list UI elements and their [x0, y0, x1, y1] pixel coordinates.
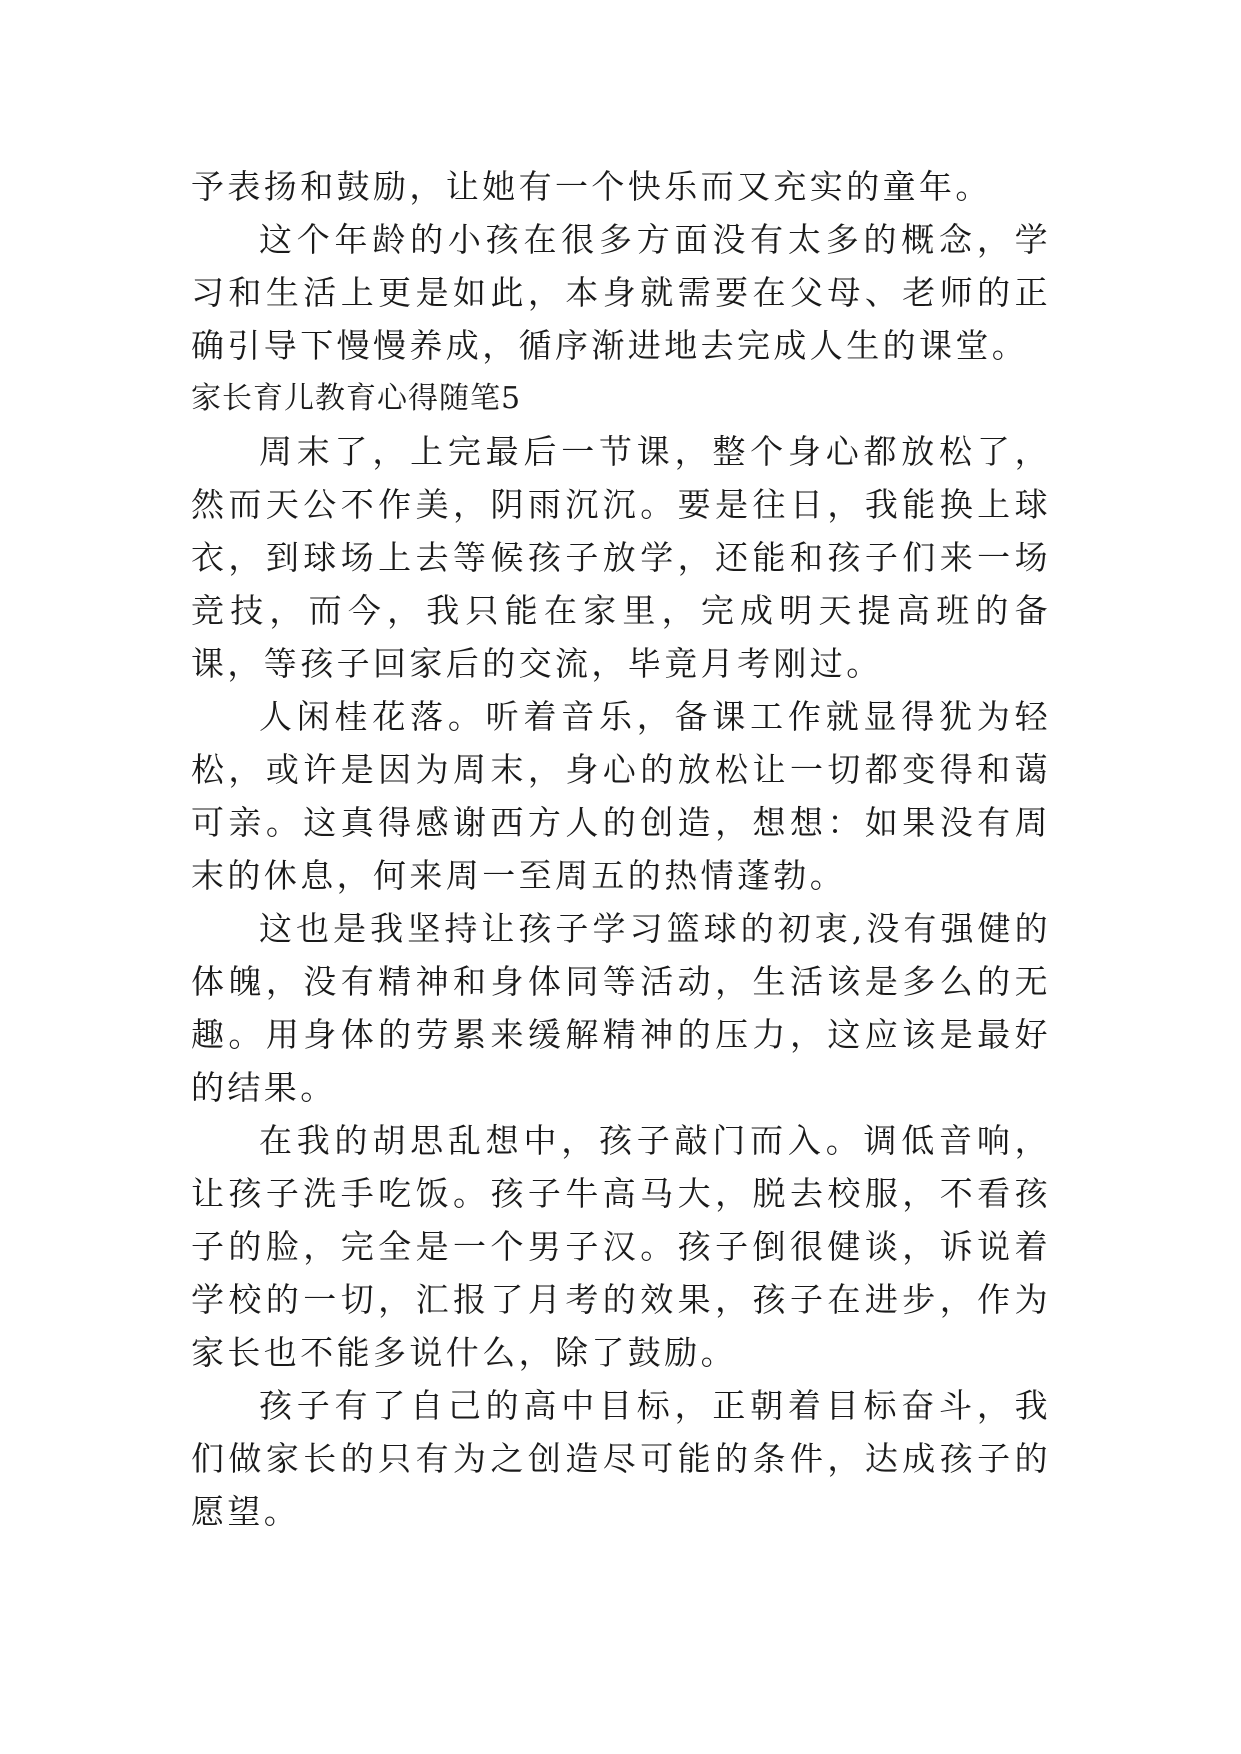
paragraph: 这也是我坚持让孩子学习篮球的初衷,没有强健的体魄，没有精神和身体同等活动，生活该是多么的无趣。用身体的劳累来缓解精神的压力，这应该是最好的结果。	[191, 909, 1051, 1107]
lead-paragraph: 予表扬和鼓励，让她有一个快乐而又充实的童年。	[191, 167, 992, 206]
paragraph: 周末了，上完最后一节课，整个身心都放松了，然而天公不作美，阴雨沉沉。要是往日，我能换上球衣，到球场上去等候孩子放学，还能和孩子们来一场竞技，而今，我只能在家里，完成明天提高班的备课，等孩子回家后的交流，毕竟月考刚过。	[191, 432, 1051, 683]
paragraph: 人闲桂花落。听着音乐，备课工作就显得犹为轻松，或许是因为周末，身心的放松让一切都变得和蔼可亲。这真得感谢西方人的创造，想想：如果没有周末的休息，何来周一至周五的热情蓬勃。	[191, 697, 1051, 895]
paragraph: 这个年龄的小孩在很多方面没有太多的概念，学习和生活上更是如此，本身就需要在父母、老师的正确引导下慢慢养成，循序渐进地去完成人生的课堂。	[191, 220, 1051, 365]
paragraph: 孩子有了自己的高中目标，正朝着目标奋斗，我们做家长的只有为之创造尽可能的条件，达成孩子的愿望。	[191, 1386, 1051, 1531]
paragraph: 在我的胡思乱想中，孩子敲门而入。调低音响，让孩子洗手吃饭。孩子牛高马大，脱去校服，不看孩子的脸，完全是一个男子汉。孩子倒很健谈，诉说着学校的一切，汇报了月考的效果，孩子在进步，作为家长也不能多说什么，除了鼓励。	[191, 1121, 1051, 1372]
section-title: 家长育儿教育心得随笔5	[191, 381, 522, 416]
document-page	[191, 160, 1051, 1538]
